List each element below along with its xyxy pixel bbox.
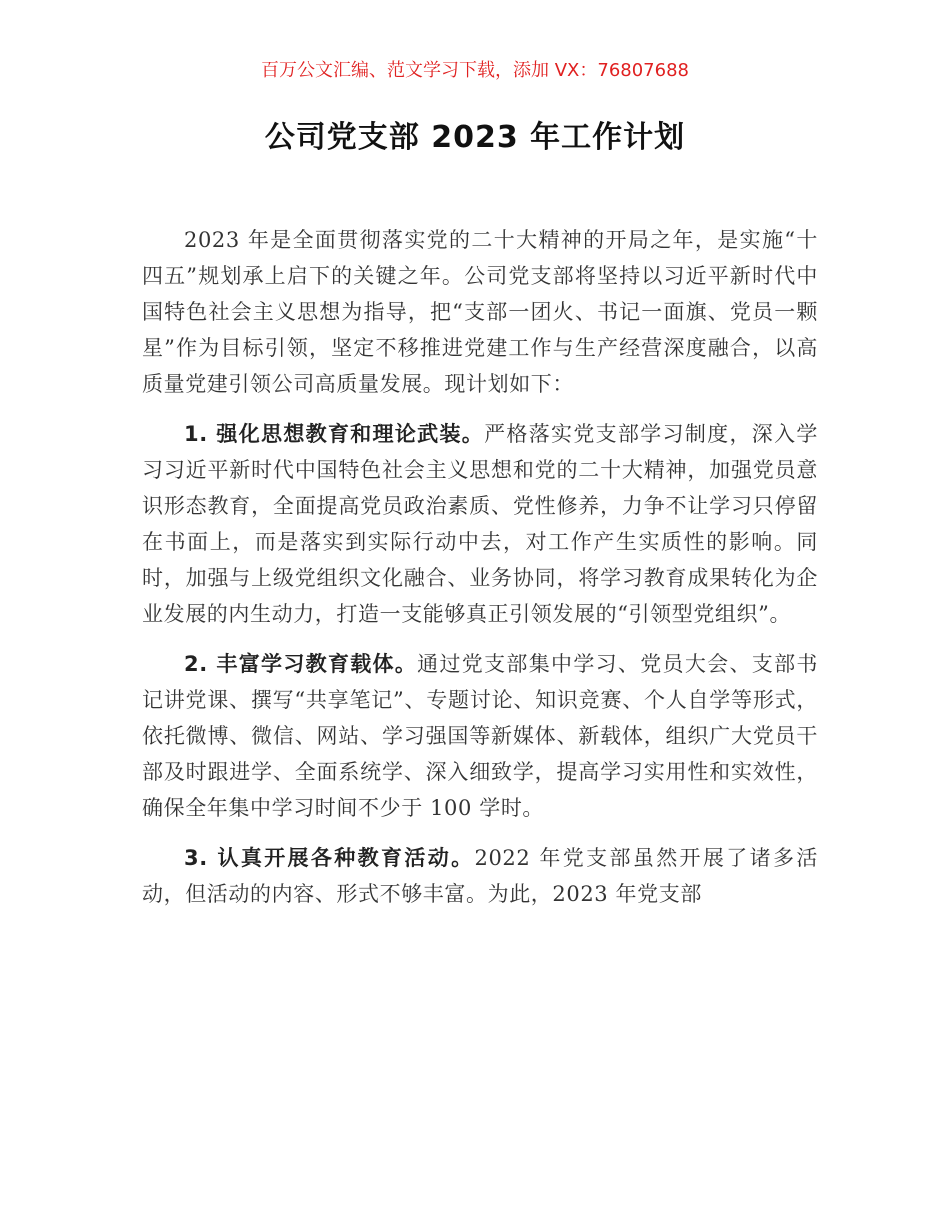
watermark-header: 百万公文汇编、范文学习下载，添加 VX：76807688	[261, 60, 689, 81]
paragraph-item-1	[142, 416, 818, 632]
paragraph-text: 通过党支部集中学习、党员大会、支部书记讲党课、撰写“共享笔记”、专题讨论、知识竞赛、个人自学等形式，依托微博、微信、网站、学习强国等新媒体、新载体，组织广大党员干部及时跟进学、全面系统学、深入细致学，提高学习实用性和实效性，确保全年集中学习时间不少于 100 学时。	[142, 652, 818, 820]
paragraph-item-2	[142, 646, 818, 826]
paragraph-text: 2023 年是全面贯彻落实党的二十大精神的开局之年，是实施“十四五”规划承上启下的关键之年。公司党支部将坚持以习近平新时代中国特色社会主义思想为指导，把“支部一团火、书记一面旗、党员一颗星”作为目标引领，坚定不移推进党建工作与生产经营深度融合，以高质量党建引领公司高质量发展。现计划如下：	[142, 228, 818, 396]
paragraph-text: 严格落实党支部学习制度，深入学习习近平新时代中国特色社会主义思想和党的二十大精神，加强党员意识形态教育，全面提高党员政治素质、党性修养，力争不让学习只停留在书面上，而是落实到实际行动中去，对工作产生实质性的影响。同时，加强与上级党组织文化融合、业务协同，将学习教育成果转化为企业发展的内生动力，打造一支能够真正引领发展的“引领型党组织”。	[142, 422, 818, 626]
paragraph-item-3	[142, 840, 818, 912]
paragraph-intro	[142, 222, 818, 402]
paragraph-lead: 1. 强化思想教育和理论武装。	[184, 422, 485, 446]
paragraph-lead: 2. 丰富学习教育载体。	[184, 652, 418, 676]
paragraph-text: 2022 年党支部虽然开展了诸多活动，但活动的内容、形式不够丰富。为此，2023 年党支部	[142, 846, 818, 906]
document-title: 公司党支部 2023 年工作计划	[264, 120, 686, 155]
document-body	[142, 222, 818, 926]
paragraph-lead: 3. 认真开展各种教育活动。	[184, 846, 475, 870]
